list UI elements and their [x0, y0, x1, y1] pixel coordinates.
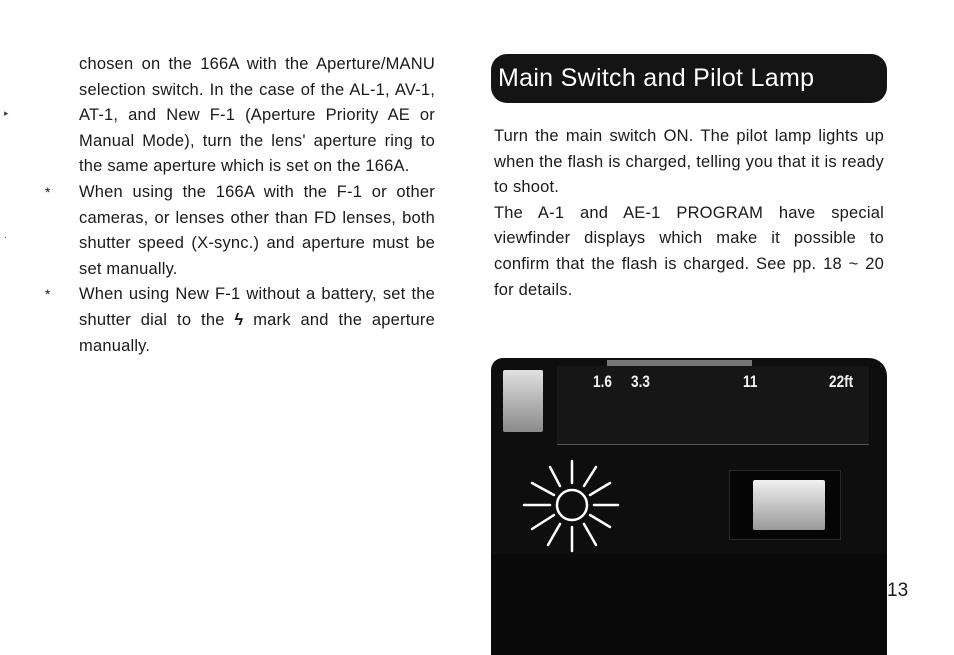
main-switch-knob [753, 480, 825, 530]
flash-symbol-icon: ϟ [234, 310, 244, 329]
bullet-item [45, 180, 435, 282]
pilot-lamp-icon [514, 453, 634, 563]
margin-mark: ▸ [4, 108, 9, 118]
intro-paragraph: chosen on the 166A with the Aperture/MANU selection switch. In the case of the AL-1, AV-1, AT-1, and New F-1 (Aperture Priority AE or Manual Mode), turn the lens' aperture ring to the same aperture which is set on the 166A. [79, 55, 435, 176]
page-number: 13 [887, 580, 909, 601]
distance-scale-label: 1.6 [593, 372, 612, 391]
left-column [45, 52, 435, 359]
photo-lower-body [491, 554, 887, 655]
bullet-text: When using New F-1 without a battery, set the shutter dial to the [79, 285, 435, 329]
bullet-mark: * [45, 286, 51, 303]
bullet-text: mark and the aperture manually. [79, 310, 435, 355]
flash-unit-photo [491, 358, 887, 655]
bullet-item [45, 282, 435, 359]
body-paragraph: The A-1 and AE-1 PROGRAM have special viewfinder displays which make it possible to confirm that the flash is charged. See pp. 18 ~ 20 for details. [494, 203, 884, 299]
body-paragraph: Turn the main switch ON. The pilot lamp lights up when the flash is charged, telling you that it is ready to shoot. [494, 127, 884, 197]
bullet-mark: * [45, 183, 51, 200]
right-column [494, 124, 884, 303]
margin-mark: · [4, 232, 7, 242]
distance-scale-label: 3.3 [631, 372, 650, 391]
section-heading: Main Switch and Pilot Lamp [491, 54, 887, 103]
distance-scale-label: 22ft [829, 372, 854, 391]
photo-left-button [503, 370, 543, 432]
distance-scale-label: 11 [743, 372, 758, 391]
bullet-text: When using the 166A with the F-1 or other cameras, or lenses other than FD lenses, both shutter speed (X-sync.) and aperture must be set manually. [79, 182, 435, 278]
